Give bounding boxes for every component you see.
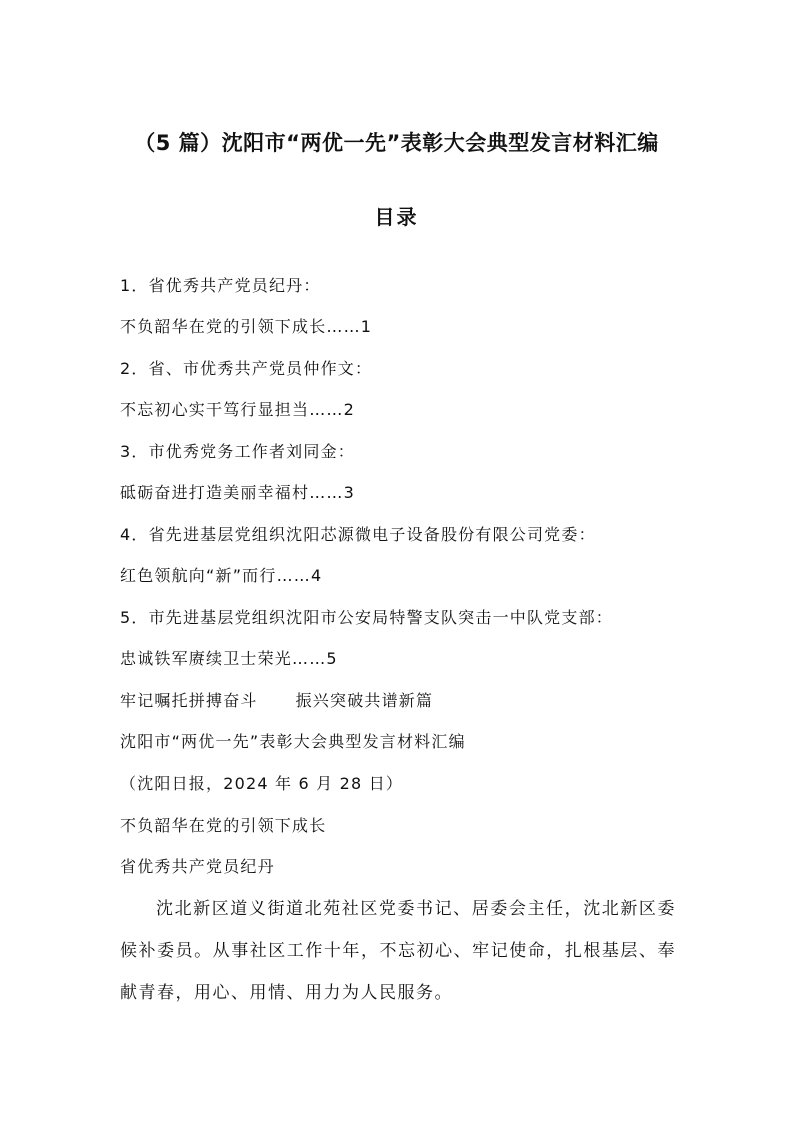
toc-item-2-entry[interactable]: 不忘初心实干笃行显担当……2 [120,400,355,419]
toc-item-5-heading: 5．市先进基层党组织沈阳市公安局特警支队突击一中队党支部： [120,608,613,627]
toc-item-3-entry[interactable]: 砥砺奋进打造美丽幸福村……3 [120,483,355,502]
slogan-line [120,689,433,713]
toc-item-2-heading: 2．省、市优秀共产党员仲作文： [120,359,373,378]
article-author: 省优秀共产党员纪丹 [120,857,275,876]
toc-item-4-entry[interactable]: 红色领航向“新”而行……4 [120,566,323,585]
toc-item-4-heading: 4．省先进基层党组织沈阳芯源微电子设备股份有限公司党委： [120,525,596,544]
slogan-right: 振兴突破共谱新篇 [295,691,434,710]
article-paragraph: 沈北新区道义街道北苑社区党委书记、居委会主任，沈北新区委候补委员。从事社区工作十年，不忘初心、牢记使命，扎根基层、奉献青春，用心、用情、用力为人民服务。 [120,899,676,1003]
toc-item-5-entry[interactable]: 忠诚铁军赓续卫士荣光……5 [120,649,338,668]
source-note: （沈阳日报，2024 年 6 月 28 日） [120,774,404,793]
toc-heading: 目录 [374,205,419,229]
toc-item-1-entry[interactable]: 不负韶华在党的引领下成长……1 [120,317,373,336]
compilation-title: 沈阳市“两优一先”表彰大会典型发言材料汇编 [120,732,466,751]
article-title: 不负韶华在党的引领下成长 [120,816,327,835]
toc-item-1-heading: 1．省优秀共产党员纪丹： [120,276,321,295]
document-title: （5 篇）沈阳市“两优一先”表彰大会典型发言材料汇编 [134,131,659,155]
slogan-left: 牢记嘱托拼搏奋斗 [120,691,258,710]
toc-item-3-heading: 3．市优秀党务工作者刘同金： [120,442,355,461]
